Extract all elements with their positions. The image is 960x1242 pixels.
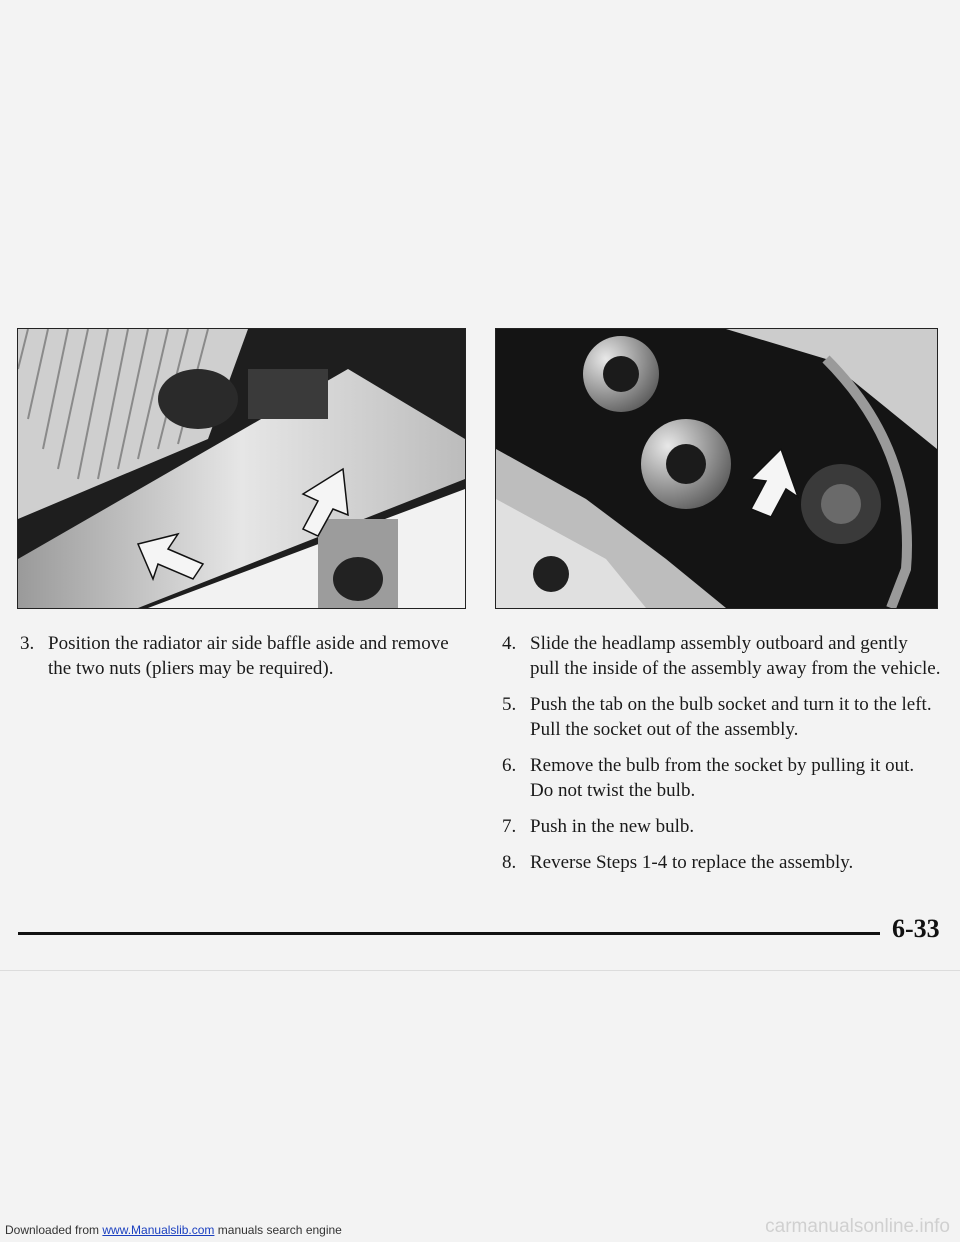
footer-prefix: Downloaded from: [5, 1223, 103, 1237]
step-number: 6.: [502, 755, 517, 776]
download-footer: [5, 1223, 342, 1237]
step-7: [502, 814, 942, 839]
page-number: 6-33: [892, 914, 940, 943]
step-text: Push in the new bulb.: [530, 816, 695, 837]
step-number: 4.: [502, 633, 517, 654]
step-number: 8.: [502, 852, 517, 873]
manualslib-link[interactable]: www.Manualslib.com: [102, 1223, 215, 1237]
steps-right-column: [502, 631, 942, 886]
step-text: Reverse Steps 1-4 to replace the assembly.: [530, 852, 854, 873]
footer-suffix: manuals search engine: [214, 1223, 342, 1237]
step-number: 5.: [502, 694, 517, 715]
headlamp-assembly-photo: [495, 328, 938, 609]
step-number: 7.: [502, 816, 517, 837]
scan-line-divider: [0, 970, 960, 971]
step-text: Remove the bulb from the socket by pulling it out. Do not twist the bulb.: [530, 755, 915, 801]
step-text: Slide the headlamp assembly outboard and gently pull the inside of the assembly away from the vehicle.: [530, 633, 941, 679]
page-rule-divider: [18, 932, 880, 935]
steps-left-column: [20, 631, 460, 681]
step-3: [20, 631, 460, 681]
step-text: Position the radiator air side baffle aside and remove the two nuts (pliers may be required).: [48, 633, 449, 679]
step-text: Push the tab on the bulb socket and turn it to the left. Pull the socket out of the assembly.: [530, 694, 932, 740]
step-8: [502, 850, 942, 875]
step-5: [502, 692, 942, 742]
step-number: 3.: [20, 633, 35, 654]
step-6: [502, 753, 942, 803]
watermark-text: carmanualsonline.info: [765, 1216, 950, 1237]
radiator-baffle-photo: [17, 328, 466, 609]
step-4: [502, 631, 942, 681]
